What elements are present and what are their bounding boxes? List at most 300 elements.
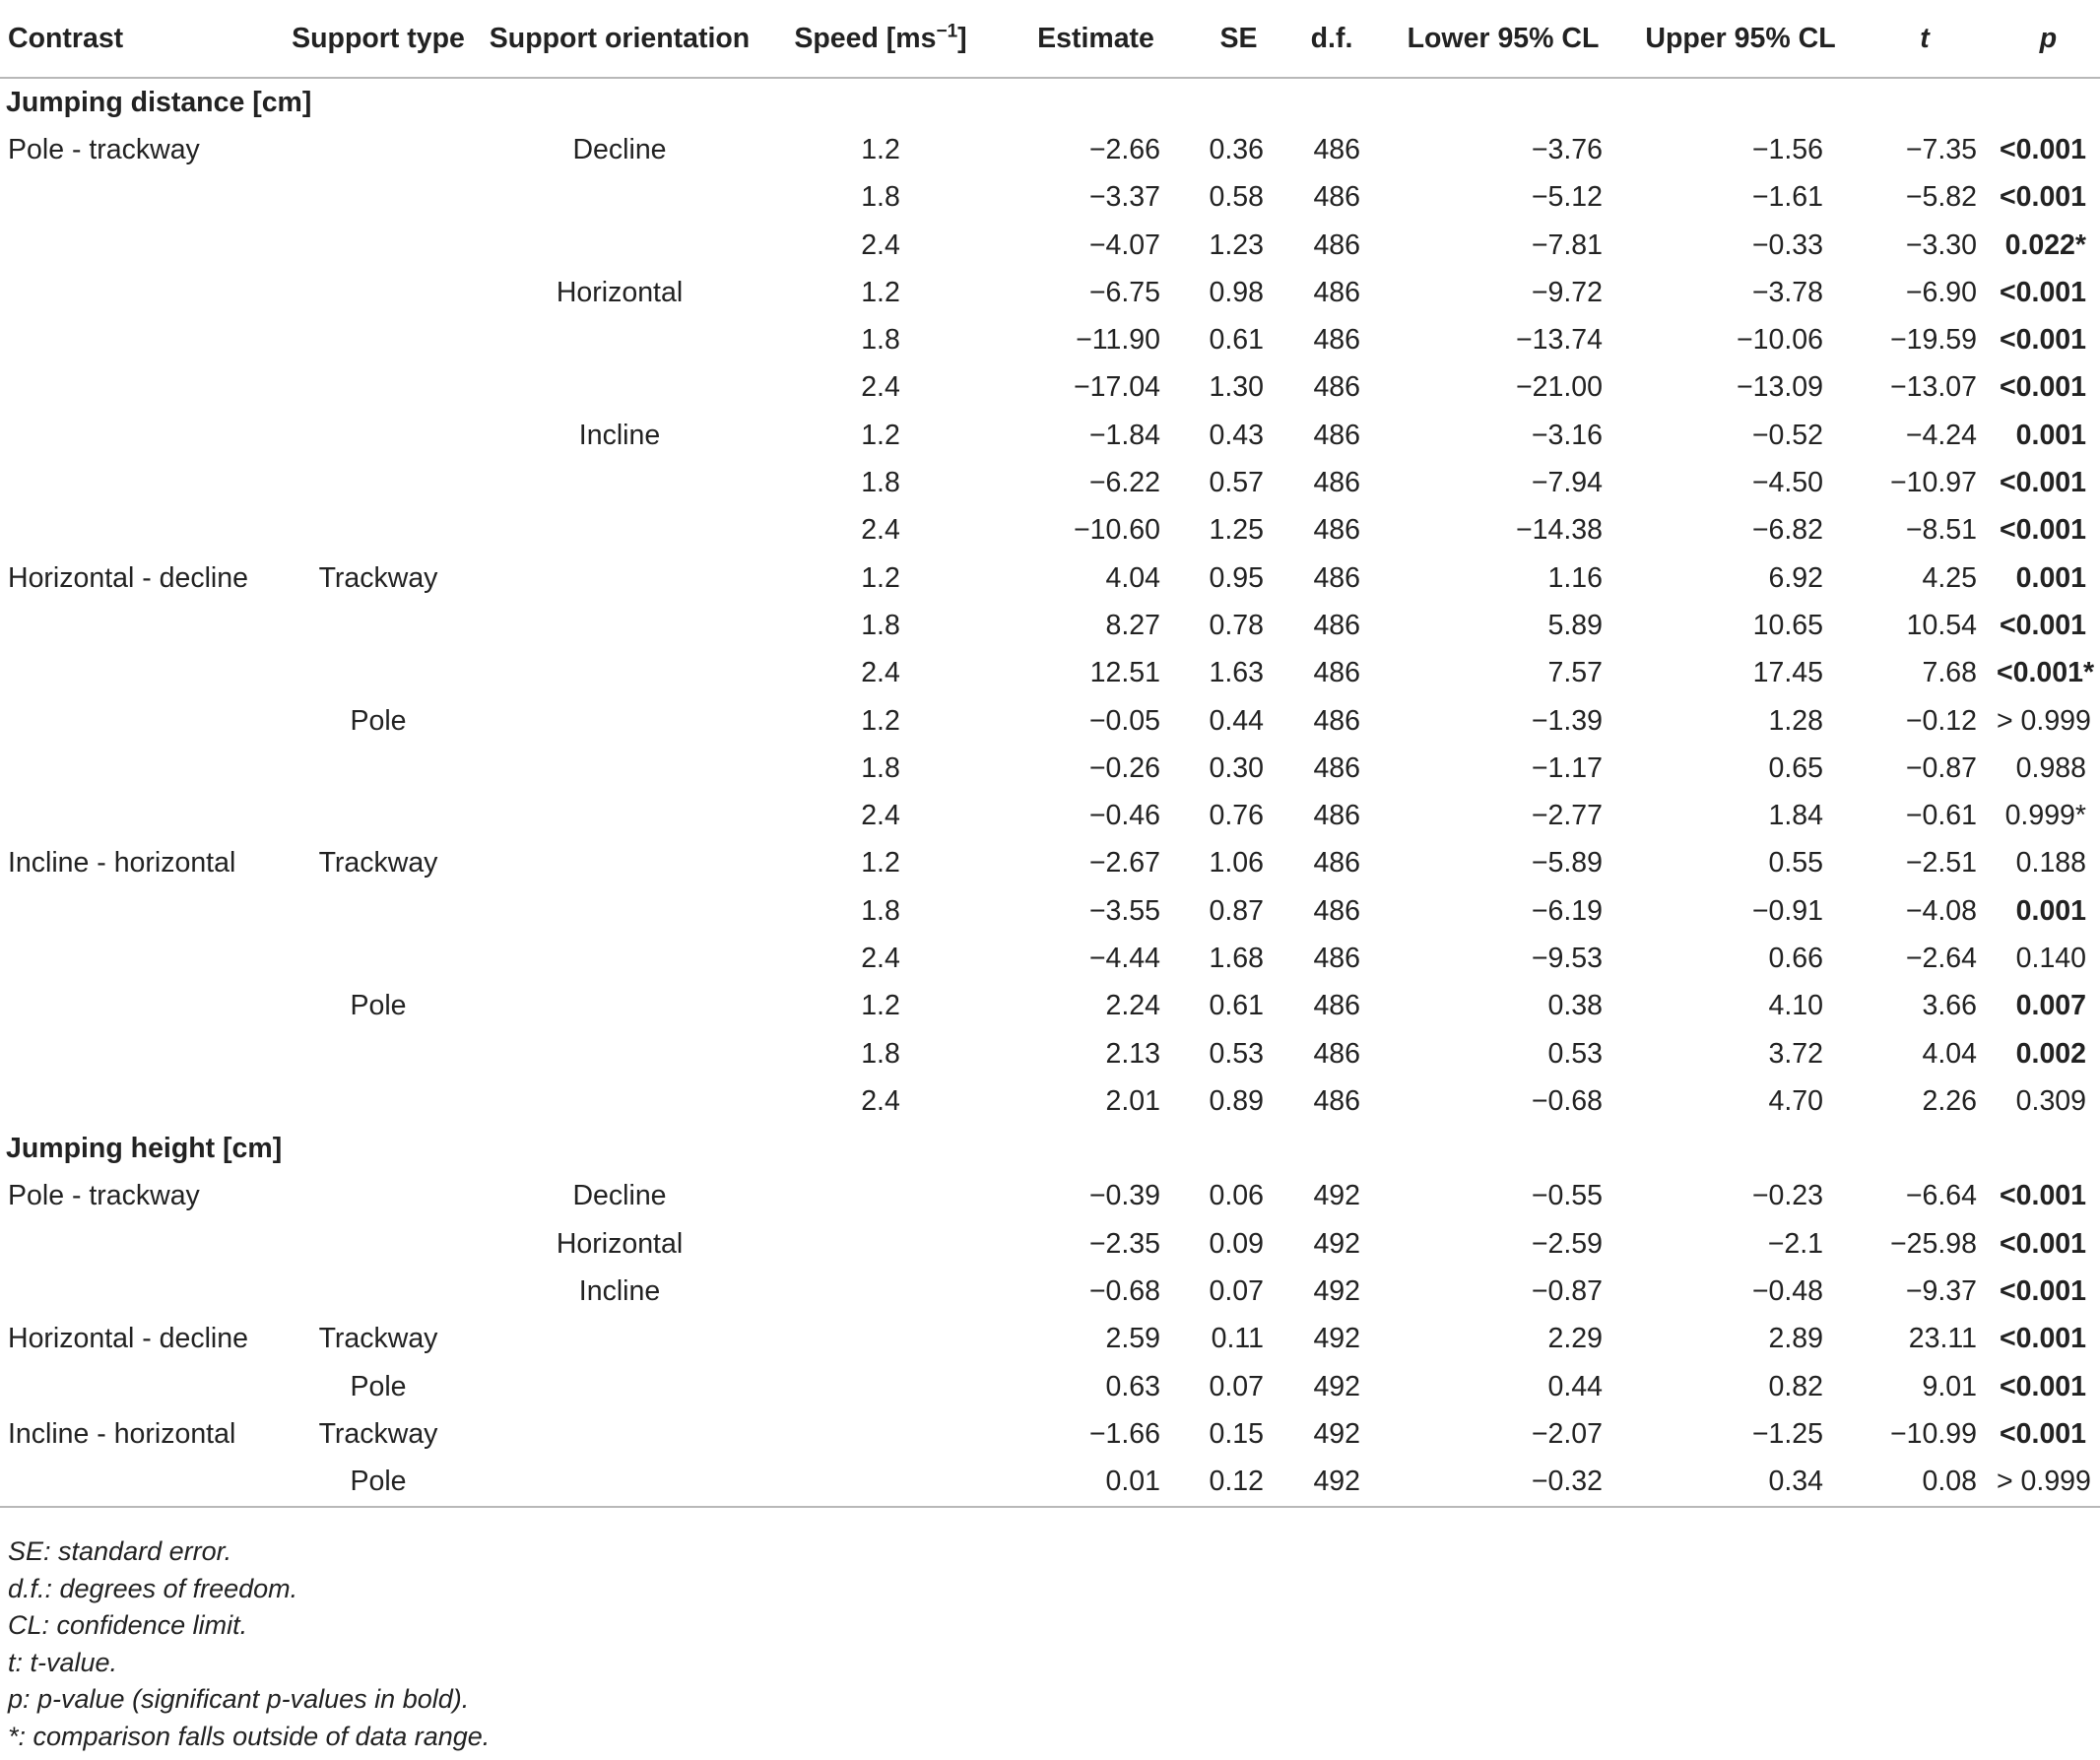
- cell-t: −2.64: [1905, 942, 1977, 974]
- table-row: [0, 316, 2100, 363]
- cell-upper-cl: 0.34: [1628, 1459, 1853, 1507]
- cell-speed: [761, 1316, 1000, 1363]
- cell-contrast: Incline - horizontal: [8, 1417, 236, 1450]
- cell-support-type: [279, 792, 478, 839]
- cell-contrast: [0, 364, 279, 412]
- cell-support-type: [279, 1077, 478, 1125]
- cell-upper-cl: −13.09: [1737, 371, 1823, 404]
- cell-t: 2.26: [1922, 1084, 1977, 1117]
- cell-contrast: [0, 459, 279, 506]
- table-row: [0, 1459, 2100, 1507]
- header-speed-suffix: ]: [957, 22, 967, 54]
- cell-p: <0.001: [2000, 276, 2086, 308]
- cell-estimate: −4.07: [1088, 228, 1160, 261]
- cell-p: 0.188: [2015, 847, 2086, 880]
- table-row: [0, 459, 2100, 506]
- cell-speed: [761, 1363, 1000, 1410]
- cell-speed: 1.2: [861, 847, 900, 880]
- cell-support-orientation: [478, 364, 761, 412]
- cell-estimate: −6.22: [1088, 467, 1160, 499]
- cell-support-type: [279, 935, 478, 982]
- cell-p: 0.001: [2015, 894, 2086, 927]
- cell-speed: 2.4: [861, 371, 900, 404]
- cell-df: 486: [1313, 276, 1360, 308]
- table-row: [0, 887, 2100, 935]
- cell-upper-cl: 0.55: [1768, 847, 1823, 880]
- cell-t: −6.64: [1905, 1180, 1977, 1212]
- cell-upper-cl: −1.61: [1751, 181, 1823, 214]
- cell-lower-cl: −5.89: [1531, 847, 1603, 880]
- cell-p: <0.001: [2000, 609, 2086, 641]
- cell-se: 1.23: [1209, 228, 1264, 261]
- cell-se: 1.68: [1209, 942, 1264, 974]
- cell-support-orientation: [478, 1077, 761, 1125]
- cell-upper-cl: −6.82: [1751, 514, 1823, 547]
- cell-p: 0.140: [2015, 942, 2086, 974]
- cell-contrast: [0, 222, 279, 269]
- cell-contrast: [0, 1030, 279, 1077]
- header-t: t: [1853, 0, 1997, 78]
- cell-speed: 1.8: [861, 894, 900, 927]
- cell-df: 486: [1313, 800, 1360, 832]
- cell-se: 1.25: [1209, 514, 1264, 547]
- cell-t: 7.68: [1922, 657, 1977, 689]
- cell-se: 0.61: [1209, 324, 1264, 357]
- cell-speed: 2.4: [861, 942, 900, 974]
- cell-df: 486: [1313, 657, 1360, 689]
- cell-upper-cl: 4.70: [1768, 1084, 1823, 1117]
- cell-t: −2.51: [1905, 847, 1977, 880]
- cell-t: −8.51: [1905, 514, 1977, 547]
- cell-lower-cl: −1.17: [1531, 751, 1603, 784]
- header-contrast: Contrast: [0, 0, 279, 78]
- cell-p: <0.001: [2000, 133, 2086, 165]
- cell-speed: 1.2: [861, 990, 900, 1022]
- cell-support-type: Pole: [279, 1459, 478, 1507]
- cell-se: 0.78: [1209, 609, 1264, 641]
- cell-speed: 1.8: [861, 181, 900, 214]
- cell-estimate: 4.04: [1105, 561, 1160, 594]
- table-row: [0, 554, 2100, 602]
- cell-estimate: −0.26: [1088, 751, 1160, 784]
- cell-estimate: 2.59: [1105, 1323, 1160, 1355]
- cell-contrast: Horizontal - decline: [8, 561, 248, 594]
- cell-estimate: −2.35: [1088, 1227, 1160, 1260]
- cell-support-orientation: [478, 887, 761, 935]
- cell-t: −5.82: [1905, 181, 1977, 214]
- cell-support-orientation: Incline: [578, 419, 661, 451]
- header-row: [0, 0, 2100, 78]
- footnote-line: p: p-value (significant p-values in bold).: [8, 1684, 470, 1714]
- cell-se: 0.89: [1209, 1084, 1264, 1117]
- section-title: Jumping distance [cm]: [6, 86, 312, 118]
- cell-support-orientation: [478, 745, 761, 792]
- cell-df: 486: [1313, 847, 1360, 880]
- cell-df: 486: [1313, 181, 1360, 214]
- cell-upper-cl: −0.23: [1751, 1180, 1823, 1212]
- cell-t: −19.59: [1890, 324, 1977, 357]
- cell-support-type: [279, 1030, 478, 1077]
- table-row: [0, 1410, 2100, 1458]
- cell-contrast: [0, 602, 279, 649]
- cell-contrast: [0, 1363, 279, 1410]
- cell-t: 9.01: [1922, 1370, 1977, 1402]
- cell-p: <0.001*: [1997, 657, 2095, 689]
- cell-upper-cl: 0.82: [1768, 1370, 1823, 1402]
- cell-df: 486: [1313, 561, 1360, 594]
- cell-speed: 2.4: [861, 228, 900, 261]
- cell-lower-cl: −6.19: [1531, 894, 1603, 927]
- cell-df: 486: [1313, 1084, 1360, 1117]
- cell-se: 0.30: [1209, 751, 1264, 784]
- cell-upper-cl: −1.56: [1751, 133, 1823, 165]
- cell-lower-cl: 0.53: [1547, 1037, 1603, 1070]
- cell-p: <0.001: [2000, 1323, 2086, 1355]
- cell-df: 492: [1313, 1180, 1360, 1212]
- table-row: [0, 1173, 2100, 1220]
- footnote-line: t: t-value.: [8, 1647, 118, 1677]
- cell-lower-cl: −0.55: [1531, 1180, 1603, 1212]
- cell-lower-cl: −5.12: [1531, 181, 1603, 214]
- cell-speed: 2.4: [861, 1084, 900, 1117]
- cell-estimate: −4.44: [1088, 942, 1160, 974]
- cell-t: −0.87: [1905, 751, 1977, 784]
- cell-lower-cl: −0.68: [1531, 1084, 1603, 1117]
- cell-se: 0.53: [1209, 1037, 1264, 1070]
- table-row: [0, 412, 2100, 459]
- cell-speed: 1.2: [861, 133, 900, 165]
- cell-support-orientation: Horizontal: [556, 276, 684, 308]
- header-df: d.f.: [1285, 0, 1378, 78]
- cell-support-orientation: [478, 1459, 761, 1507]
- cell-lower-cl: −14.38: [1516, 514, 1603, 547]
- cell-estimate: −0.68: [1088, 1275, 1160, 1308]
- cell-t: −10.97: [1890, 467, 1977, 499]
- cell-support-orientation: [478, 935, 761, 982]
- cell-support-type: [279, 745, 478, 792]
- header-support-type: Support type: [279, 0, 478, 78]
- cell-se: 0.06: [1209, 1180, 1264, 1212]
- cell-contrast: [0, 1268, 279, 1315]
- cell-upper-cl: −4.50: [1751, 467, 1823, 499]
- cell-estimate: 2.13: [1105, 1037, 1160, 1070]
- cell-se: 0.87: [1209, 894, 1264, 927]
- cell-t: −6.90: [1905, 276, 1977, 308]
- cell-support-orientation: Decline: [572, 1180, 667, 1212]
- cell-t: −13.07: [1890, 371, 1977, 404]
- cell-support-type: [279, 1220, 478, 1268]
- cell-upper-cl: 1.28: [1768, 704, 1823, 737]
- cell-speed: 1.8: [861, 1037, 900, 1070]
- cell-lower-cl: 1.16: [1547, 561, 1603, 594]
- cell-lower-cl: 0.44: [1547, 1370, 1603, 1402]
- table-row: [0, 1363, 2100, 1410]
- table-row: [0, 840, 2100, 887]
- cell-se: 0.43: [1209, 419, 1264, 451]
- cell-t: −10.99: [1890, 1417, 1977, 1450]
- cell-speed: [761, 1173, 1000, 1220]
- header-se: SE: [1192, 0, 1285, 78]
- cell-lower-cl: −0.87: [1531, 1275, 1603, 1308]
- cell-lower-cl: 0.38: [1547, 990, 1603, 1022]
- cell-estimate: −2.67: [1088, 847, 1160, 880]
- header-p: p: [1997, 0, 2100, 78]
- cell-speed: 1.2: [861, 561, 900, 594]
- header-speed-prefix: Speed [ms: [794, 22, 937, 54]
- cell-df: 492: [1285, 1459, 1378, 1507]
- cell-se: 0.36: [1209, 133, 1264, 165]
- header-estimate: Estimate: [1000, 0, 1192, 78]
- cell-se: 0.98: [1209, 276, 1264, 308]
- cell-p: <0.001: [2000, 1275, 2086, 1308]
- section-title: Jumping height [cm]: [6, 1133, 283, 1165]
- cell-support-type: [279, 1268, 478, 1315]
- cell-support-type: [279, 602, 478, 649]
- cell-t: 4.25: [1922, 561, 1977, 594]
- cell-df: 486: [1313, 751, 1360, 784]
- cell-estimate: −0.39: [1088, 1180, 1160, 1212]
- cell-lower-cl: −3.76: [1531, 133, 1603, 165]
- cell-df: 486: [1313, 609, 1360, 641]
- cell-support-orientation: Incline: [578, 1275, 661, 1308]
- cell-support-type: [279, 1173, 478, 1220]
- cell-support-orientation: Horizontal: [556, 1227, 684, 1260]
- cell-support-type: Trackway: [318, 1323, 438, 1355]
- cell-df: 486: [1313, 228, 1360, 261]
- cell-se: 0.09: [1209, 1227, 1264, 1260]
- cell-support-type: [279, 222, 478, 269]
- cell-speed: 2.4: [861, 800, 900, 832]
- table-row: [0, 650, 2100, 697]
- table-row: [0, 507, 2100, 554]
- cell-t: 3.66: [1922, 990, 1977, 1022]
- cell-t: −0.61: [1905, 800, 1977, 832]
- table-body: [0, 78, 2100, 1507]
- cell-df: 486: [1313, 704, 1360, 737]
- cell-t: −0.12: [1905, 704, 1977, 737]
- cell-speed: [761, 1268, 1000, 1315]
- cell-df: 492: [1313, 1417, 1360, 1450]
- cell-support-type: [279, 269, 478, 316]
- cell-lower-cl: −7.94: [1531, 467, 1603, 499]
- footnote-line: d.f.: degrees of freedom.: [8, 1573, 298, 1603]
- cell-lower-cl: −0.32: [1378, 1459, 1628, 1507]
- cell-se: 0.58: [1209, 181, 1264, 214]
- cell-support-type: Trackway: [318, 847, 438, 880]
- cell-p: 0.001: [2015, 561, 2086, 594]
- cell-p: 0.988: [2015, 751, 2086, 784]
- cell-contrast: [0, 792, 279, 839]
- header-lower-cl: Lower 95% CL: [1378, 0, 1628, 78]
- cell-t: 23.11: [1908, 1323, 1977, 1355]
- cell-se: 0.07: [1209, 1275, 1264, 1308]
- table-row: [0, 745, 2100, 792]
- section-header-row: [0, 78, 2100, 126]
- cell-p: <0.001: [2000, 1227, 2086, 1260]
- cell-estimate: −2.66: [1088, 133, 1160, 165]
- cell-contrast: [0, 887, 279, 935]
- cell-upper-cl: 4.10: [1768, 990, 1823, 1022]
- cell-estimate: −17.04: [1074, 371, 1160, 404]
- cell-support-type: [279, 412, 478, 459]
- cell-estimate: −6.75: [1088, 276, 1160, 308]
- cell-estimate: −1.66: [1088, 1417, 1160, 1450]
- cell-support-type: [279, 887, 478, 935]
- cell-df: 492: [1313, 1227, 1360, 1260]
- cell-support-orientation: Decline: [572, 133, 667, 165]
- cell-lower-cl: 2.29: [1547, 1323, 1603, 1355]
- cell-df: 486: [1313, 1037, 1360, 1070]
- cell-upper-cl: −10.06: [1737, 324, 1823, 357]
- cell-upper-cl: −3.78: [1751, 276, 1823, 308]
- cell-speed: 1.2: [861, 704, 900, 737]
- cell-speed: [761, 1410, 1000, 1458]
- cell-upper-cl: −0.33: [1751, 228, 1823, 261]
- cell-upper-cl: 6.92: [1768, 561, 1823, 594]
- cell-df: 486: [1313, 942, 1360, 974]
- cell-support-type: Pole: [350, 1370, 407, 1402]
- cell-contrast: Pole - trackway: [8, 1180, 200, 1212]
- cell-support-orientation: [478, 840, 761, 887]
- table-row: [0, 697, 2100, 745]
- cell-upper-cl: 10.65: [1752, 609, 1823, 641]
- cell-support-orientation: [478, 697, 761, 745]
- cell-df: 486: [1313, 371, 1360, 404]
- cell-speed: 1.8: [861, 324, 900, 357]
- cell-speed: [761, 1220, 1000, 1268]
- cell-contrast: [0, 935, 279, 982]
- cell-estimate: 12.51: [1089, 657, 1160, 689]
- cell-p: 0.001: [2015, 419, 2086, 451]
- cell-speed: [761, 1459, 1000, 1507]
- cell-estimate: 0.63: [1105, 1370, 1160, 1402]
- cell-contrast: [0, 1220, 279, 1268]
- cell-t: −7.35: [1905, 133, 1977, 165]
- cell-se: 0.57: [1209, 467, 1264, 499]
- table-row: [0, 1220, 2100, 1268]
- cell-upper-cl: 3.72: [1768, 1037, 1823, 1070]
- cell-upper-cl: −0.52: [1751, 419, 1823, 451]
- cell-estimate: −3.37: [1088, 181, 1160, 214]
- cell-df: 492: [1313, 1275, 1360, 1308]
- table-row: [0, 126, 2100, 173]
- cell-estimate: −0.46: [1088, 800, 1160, 832]
- cell-p: <0.001: [2000, 324, 2086, 357]
- cell-support-orientation: [478, 1410, 761, 1458]
- header-upper-cl: Upper 95% CL: [1628, 0, 1853, 78]
- cell-se: 0.12: [1192, 1459, 1285, 1507]
- cell-speed: 1.2: [861, 419, 900, 451]
- cell-upper-cl: 0.65: [1768, 751, 1823, 784]
- cell-se: 0.44: [1209, 704, 1264, 737]
- table-row: [0, 174, 2100, 222]
- cell-estimate: 0.01: [1000, 1459, 1192, 1507]
- table-row: [0, 1077, 2100, 1125]
- cell-contrast: [0, 983, 279, 1030]
- cell-estimate: 2.24: [1105, 990, 1160, 1022]
- cell-df: 486: [1313, 419, 1360, 451]
- cell-contrast: [0, 1077, 279, 1125]
- cell-p: <0.001: [2000, 371, 2086, 404]
- cell-support-orientation: [478, 602, 761, 649]
- cell-p: 0.999*: [2004, 800, 2086, 832]
- cell-p: > 0.999: [1997, 704, 2091, 737]
- cell-support-orientation: [478, 222, 761, 269]
- cell-p: <0.001: [2000, 1370, 2086, 1402]
- cell-se: 0.15: [1209, 1417, 1264, 1450]
- cell-p: <0.001: [2000, 467, 2086, 499]
- header-speed-exponent: −1: [936, 21, 958, 41]
- cell-p: <0.001: [2000, 1180, 2086, 1212]
- cell-speed: 2.4: [861, 514, 900, 547]
- cell-speed: 2.4: [861, 657, 900, 689]
- cell-p: > 0.999: [1997, 1459, 2100, 1507]
- cell-support-orientation: [478, 983, 761, 1030]
- cell-estimate: −0.05: [1088, 704, 1160, 737]
- cell-support-type: [279, 174, 478, 222]
- cell-contrast: [0, 745, 279, 792]
- cell-support-type: Trackway: [318, 1417, 438, 1450]
- cell-upper-cl: −1.25: [1751, 1417, 1823, 1450]
- footnote-line: *: comparison falls outside of data range.: [8, 1721, 491, 1751]
- cell-support-orientation: [478, 316, 761, 363]
- table-row: [0, 792, 2100, 839]
- cell-t: −9.37: [1905, 1275, 1977, 1308]
- cell-se: 0.95: [1209, 561, 1264, 594]
- cell-estimate: 8.27: [1105, 609, 1160, 641]
- cell-support-orientation: [478, 174, 761, 222]
- cell-speed: 1.8: [861, 609, 900, 641]
- cell-df: 486: [1313, 467, 1360, 499]
- table-row: [0, 983, 2100, 1030]
- cell-se: 0.11: [1211, 1323, 1264, 1355]
- cell-support-orientation: [478, 1030, 761, 1077]
- cell-lower-cl: −9.72: [1531, 276, 1603, 308]
- cell-contrast: [0, 507, 279, 554]
- cell-p: 0.002: [2015, 1037, 2086, 1070]
- table-header: [0, 0, 2100, 78]
- cell-lower-cl: −21.00: [1516, 371, 1603, 404]
- cell-p: <0.001: [2000, 1417, 2086, 1450]
- section-header-row: [0, 1126, 2100, 1173]
- cell-estimate: −1.84: [1088, 419, 1160, 451]
- table-row: [0, 935, 2100, 982]
- cell-df: 486: [1313, 894, 1360, 927]
- cell-se: 1.63: [1209, 657, 1264, 689]
- cell-contrast: [0, 316, 279, 363]
- cell-support-orientation: [478, 507, 761, 554]
- cell-support-type: [279, 650, 478, 697]
- cell-df: 486: [1313, 133, 1360, 165]
- cell-support-type: [279, 126, 478, 173]
- cell-lower-cl: −13.74: [1516, 324, 1603, 357]
- table-row: [0, 1316, 2100, 1363]
- cell-support-orientation: [478, 1363, 761, 1410]
- cell-p: 0.007: [2015, 990, 2086, 1022]
- cell-support-orientation: [478, 554, 761, 602]
- cell-contrast: Horizontal - decline: [8, 1323, 248, 1355]
- cell-df: 492: [1313, 1323, 1360, 1355]
- cell-p: <0.001: [2000, 181, 2086, 214]
- cell-lower-cl: −1.39: [1531, 704, 1603, 737]
- footnote-line: CL: confidence limit.: [8, 1610, 248, 1640]
- cell-upper-cl: −0.91: [1751, 894, 1823, 927]
- cell-contrast: Incline - horizontal: [8, 847, 236, 880]
- cell-speed: 1.8: [861, 467, 900, 499]
- cell-support-orientation: [478, 459, 761, 506]
- cell-support-type: [279, 316, 478, 363]
- cell-df: 492: [1313, 1370, 1360, 1402]
